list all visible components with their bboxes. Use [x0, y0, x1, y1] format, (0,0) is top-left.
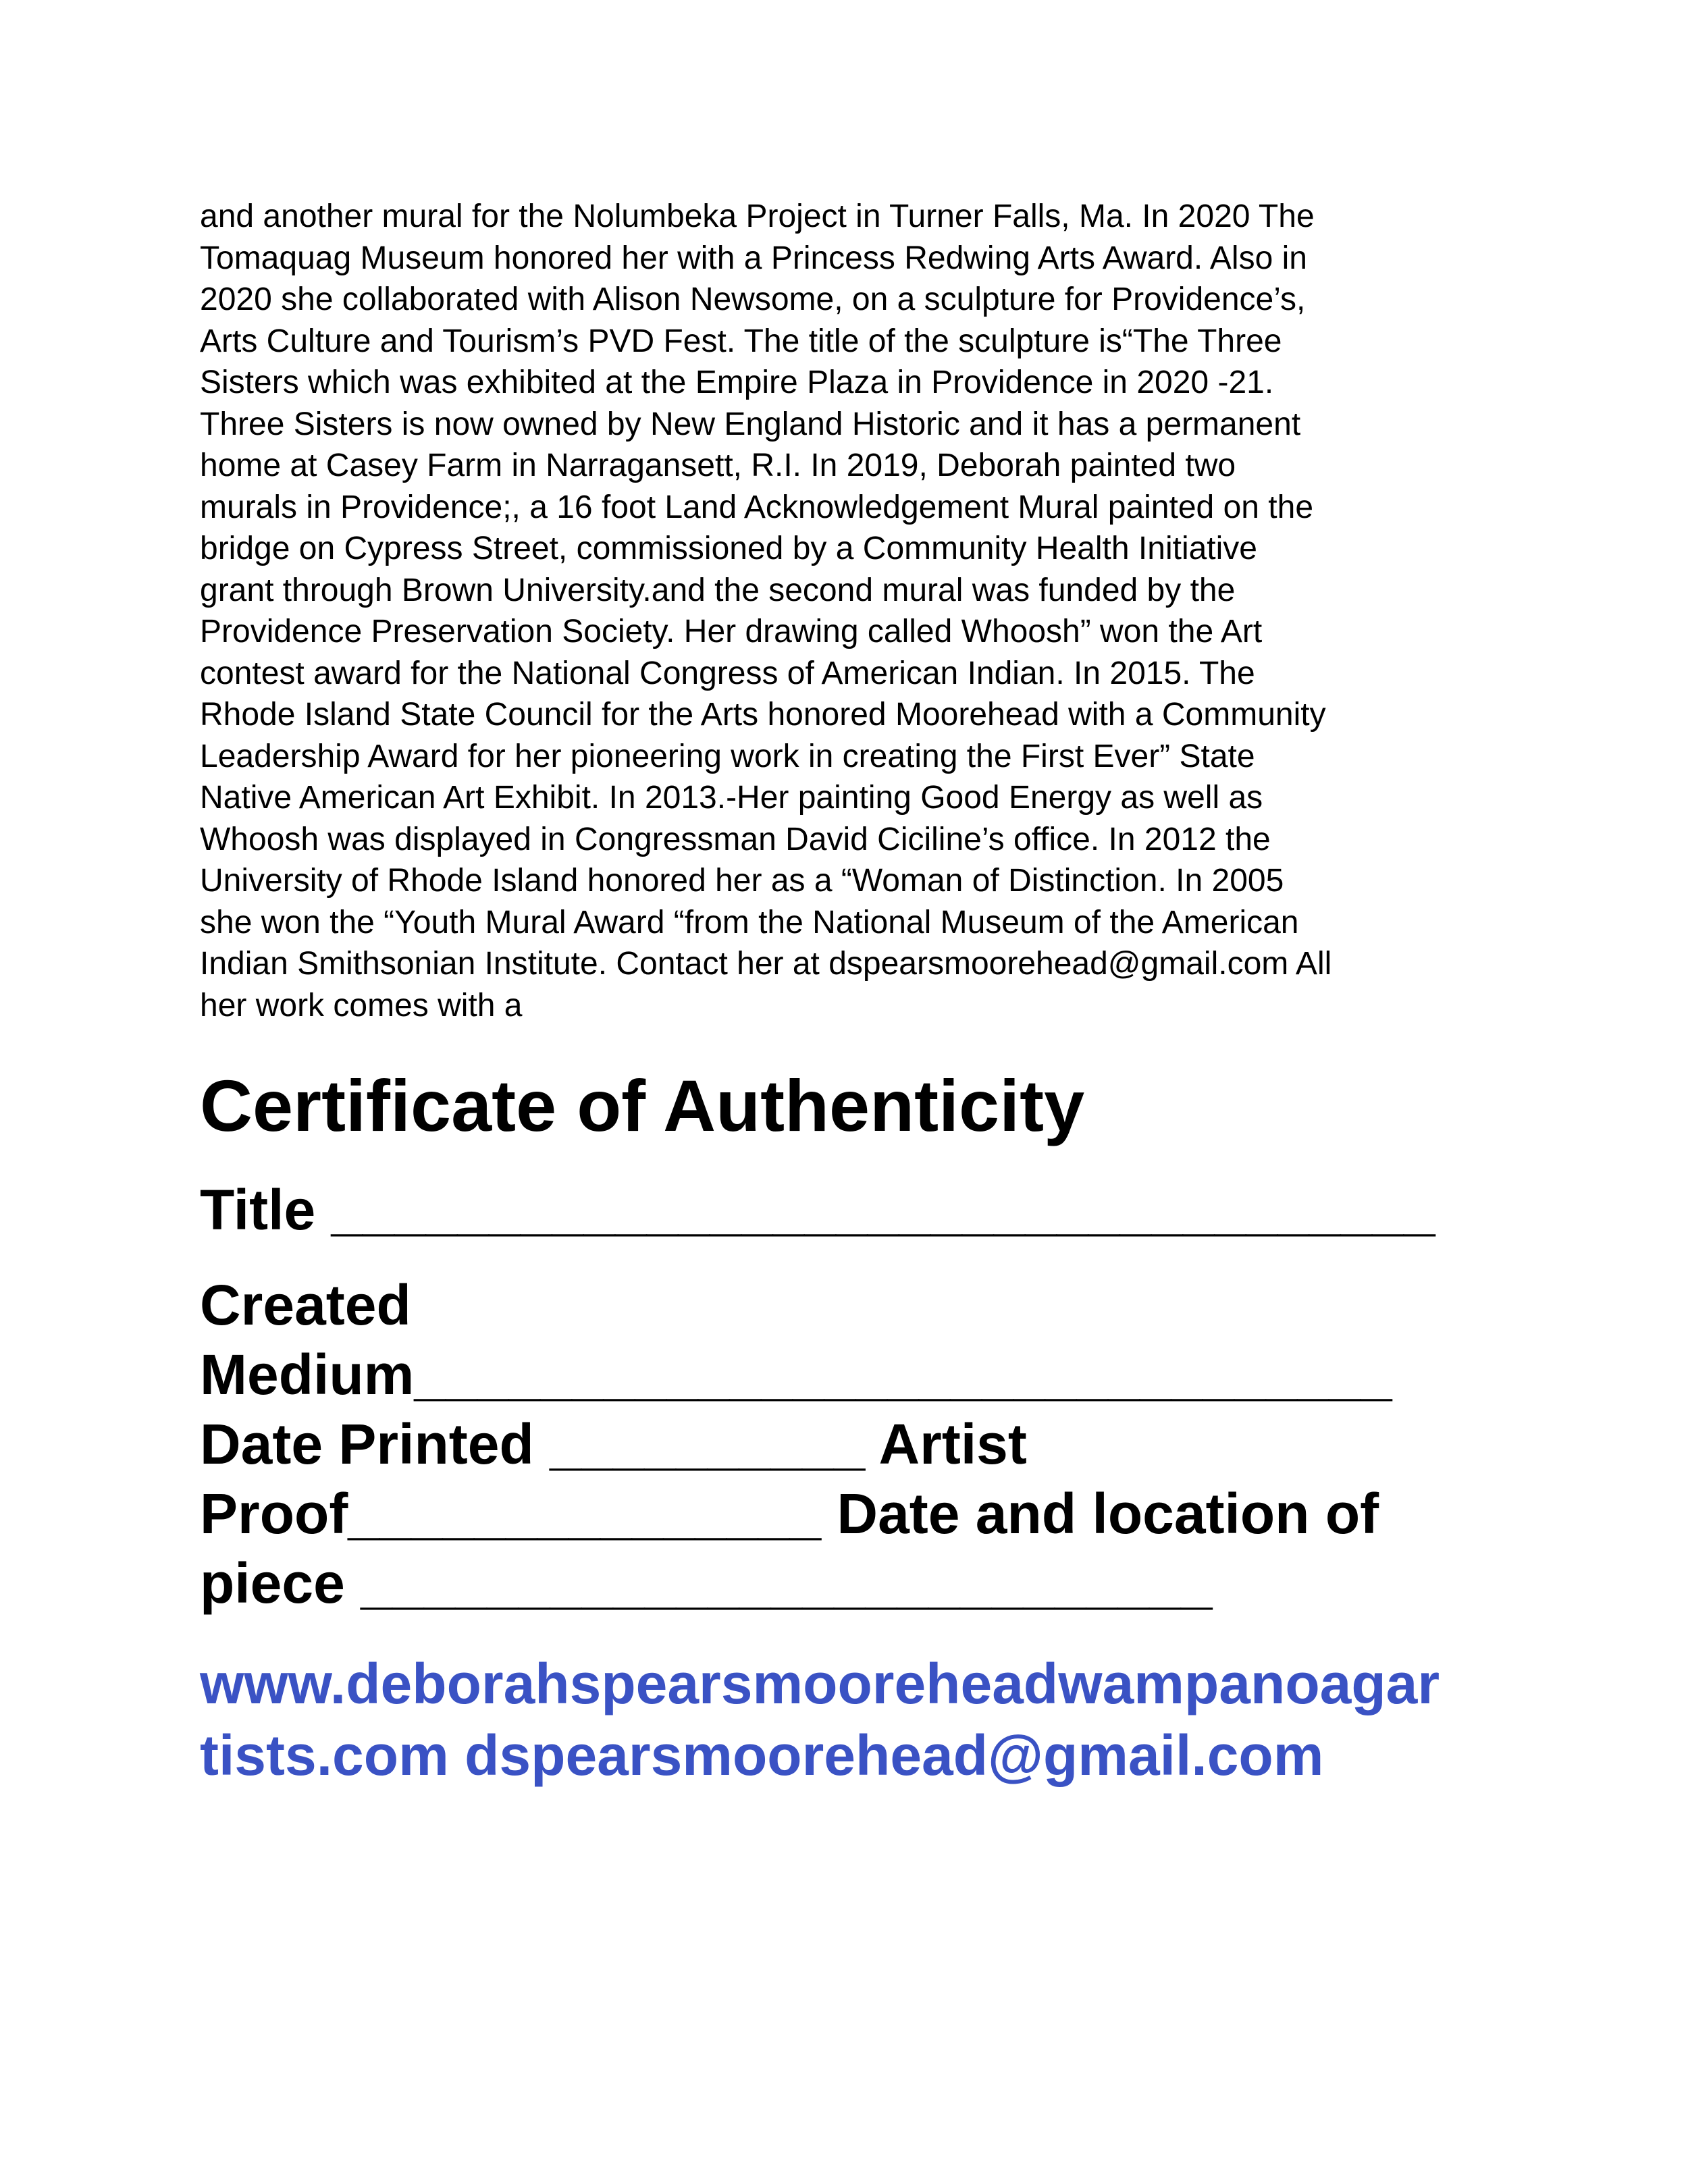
bio-line: home at Casey Farm in Narragansett, R.I. In 2019, Deborah painted two — [200, 448, 1236, 483]
website-link[interactable]: www.deborahspearsmooreheadwampanoagar — [200, 1652, 1440, 1715]
document-page — [200, 196, 1503, 1791]
piece-field: piece ___________________________ — [200, 1551, 1213, 1615]
proof-field: Proof_______________ Date and location of — [200, 1482, 1379, 1545]
bio-line: and another mural for the Nolumbeka Project in Turner Falls, Ma. In 2020 The — [200, 198, 1315, 234]
bio-line: bridge on Cypress Street, commissioned by a Community Health Initiative — [200, 531, 1257, 566]
bio-line: Sisters which was exhibited at the Empire Plaza in Providence in 2020 -21. — [200, 365, 1274, 400]
bio-line: Tomaquag Museum honored her with a Princess Redwing Arts Award. Also in — [200, 240, 1307, 276]
bio-line: murals in Providence;, a 16 foot Land Acknowledgement Mural painted on the — [200, 489, 1314, 525]
bio-line: contest award for the National Congress of American Indian. In 2015. The — [200, 655, 1255, 691]
bio-line: 2020 she collaborated with Alison Newsome, on a sculpture for Providence’s, — [200, 282, 1306, 317]
certificate-heading: Certificate of Authenticity — [200, 1065, 1085, 1146]
title-field: Title ___________________________________ — [200, 1178, 1435, 1242]
contact-block[interactable] — [200, 1648, 1503, 1791]
created-label: Created — [200, 1273, 411, 1337]
bio-line: Leadership Award for her pioneering work in creating the First Ever” State — [200, 738, 1255, 774]
bio-line: Providence Preservation Society. Her drawing called Whoosh” won the Art — [200, 614, 1263, 649]
date-printed-field: Date Printed __________ Artist — [200, 1412, 1027, 1476]
website-email-link[interactable]: tists.com dspearsmoorehead@gmail.com — [200, 1724, 1324, 1787]
bio-line: grant through Brown University.and the second mural was funded by the — [200, 572, 1236, 608]
bio-line: Arts Culture and Tourism’s PVD Fest. The title of the sculpture is“The Three — [200, 323, 1282, 359]
bio-line: Three Sisters is now owned by New England Historic and it has a permanent — [200, 406, 1301, 442]
biography-paragraph — [200, 196, 1503, 1026]
bio-line: her work comes with a — [200, 987, 523, 1023]
certificate-fields — [200, 1271, 1503, 1618]
bio-line: University of Rhode Island honored her as a “Woman of Distinction. In 2005 — [200, 863, 1284, 899]
medium-field: Medium_______________________________ — [200, 1343, 1392, 1406]
bio-line: Whoosh was displayed in Congressman David Ciciline’s office. In 2012 the — [200, 821, 1271, 857]
bio-line: Indian Smithsonian Institute. Contact her at dspearsmoorehead@gmail.com All — [200, 946, 1332, 982]
bio-line: Rhode Island State Council for the Arts honored Moorehead with a Community — [200, 697, 1326, 733]
bio-line: she won the “Youth Mural Award “from the National Museum of the American — [200, 904, 1299, 940]
bio-line: Native American Art Exhibit. In 2013.-Her painting Good Energy as well as — [200, 780, 1263, 816]
